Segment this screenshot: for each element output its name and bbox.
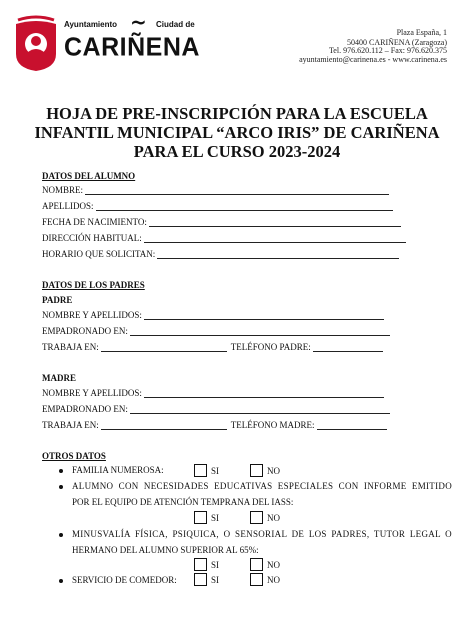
section-heading-padres: DATOS DE LOS PADRES	[42, 280, 145, 290]
field-line[interactable]	[101, 421, 227, 430]
field-line[interactable]	[144, 234, 406, 243]
necesidades-no-checkbox[interactable]	[250, 511, 263, 524]
necesidades-no-label: NO	[267, 513, 280, 523]
necesidades-line-1: ALUMNO CON NECESIDADES EDUCATIVAS ESPECIALES CON INFORME EMITIDO	[72, 481, 452, 491]
field-label: EMPADRONADO EN:	[42, 326, 128, 336]
bullet-icon	[59, 579, 63, 583]
field-line[interactable]	[144, 311, 384, 320]
title-line-3: PARA EL CURSO 2023-2024	[133, 142, 341, 161]
field-padre-trabajo-telefono[interactable]	[42, 342, 383, 352]
field-label: TRABAJA EN:	[42, 342, 99, 352]
comedor-no-checkbox[interactable]	[250, 573, 263, 586]
field-padre-empadronado[interactable]	[42, 326, 390, 336]
title-line-1: HOJA DE PRE-INSCRIPCIÓN PARA LA ESCUELA	[46, 104, 428, 123]
logo-town-name: CARIÑENA	[64, 32, 200, 62]
field-label: HORARIO QUE SOLICITAN:	[42, 249, 156, 259]
necesidades-si-label: SI	[211, 513, 220, 523]
field-label: TRABAJA EN:	[42, 420, 99, 430]
comedor-label: SERVICIO DE COMEDOR:	[72, 575, 177, 585]
field-line[interactable]	[144, 389, 384, 398]
address-line-3: Tel. 976.620.112 – Fax: 976.620.375	[328, 46, 447, 55]
field-line[interactable]	[313, 343, 383, 352]
address-line-1: Plaza España, 1	[396, 28, 447, 37]
comedor-no-label: NO	[267, 575, 280, 585]
field-label: TELÉFONO MADRE:	[230, 420, 315, 430]
field-fecha-nacimiento[interactable]	[42, 217, 401, 227]
field-label: APELLIDOS:	[42, 201, 94, 211]
field-apellidos[interactable]	[42, 201, 393, 211]
field-direccion[interactable]	[42, 233, 406, 243]
field-line[interactable]	[157, 250, 399, 259]
necesidades-si-checkbox[interactable]	[194, 511, 207, 524]
comedor-si-checkbox[interactable]	[194, 573, 207, 586]
document-title	[20, 104, 454, 161]
comedor-si-label: SI	[211, 575, 220, 585]
field-padre-nombre[interactable]	[42, 310, 384, 320]
minusvalia-si-label: SI	[211, 560, 220, 570]
necesidades-line-2: POR EL EQUIPO DE ATENCIÓN TEMPRANA DEL IASS:	[72, 497, 294, 507]
field-label: NOMBRE Y APELLIDOS:	[42, 310, 142, 320]
field-line[interactable]	[96, 202, 393, 211]
field-nombre[interactable]	[42, 185, 389, 195]
field-label: FECHA DE NACIMIENTO:	[42, 217, 147, 227]
minusvalia-no-label: NO	[267, 560, 280, 570]
bullet-icon	[59, 485, 63, 489]
logo-org-right: Ciudad de	[156, 20, 195, 29]
address-line-2: 50400 CARIÑENA (Zaragoza)	[347, 38, 447, 47]
familia-no-checkbox[interactable]	[250, 464, 263, 477]
field-line[interactable]	[317, 421, 387, 430]
title-line-2: INFANTIL MUNICIPAL “ARCO IRIS” DE CARIÑENA	[34, 123, 440, 142]
address-line-4: ayuntamiento@carinena.es - www.carinena.es	[299, 55, 447, 64]
field-line[interactable]	[85, 186, 389, 195]
field-line[interactable]	[130, 327, 390, 336]
town-crest-logo	[14, 14, 58, 72]
field-line[interactable]	[149, 218, 401, 227]
field-label: NOMBRE Y APELLIDOS:	[42, 388, 142, 398]
logo-org-left: Ayuntamiento	[64, 20, 118, 29]
field-line[interactable]	[101, 343, 227, 352]
field-label: TELÉFONO PADRE:	[230, 342, 311, 352]
familia-numerosa-label: FAMILIA NUMEROSA:	[72, 465, 164, 475]
minusvalia-line-2: HERMANO DEL ALUMNO SUPERIOR AL 65%:	[72, 545, 259, 555]
field-madre-trabajo-telefono[interactable]	[42, 420, 387, 430]
minusvalia-si-checkbox[interactable]	[194, 558, 207, 571]
familia-si-checkbox[interactable]	[194, 464, 207, 477]
familia-no-label: NO	[267, 466, 280, 476]
minusvalia-no-checkbox[interactable]	[250, 558, 263, 571]
field-label: DIRECCIÓN HABITUAL:	[42, 233, 142, 243]
field-label: NOMBRE:	[42, 185, 84, 195]
bullet-icon	[59, 533, 63, 537]
field-label: EMPADRONADO EN:	[42, 404, 128, 414]
section-heading-alumno: DATOS DEL ALUMNO	[42, 171, 136, 181]
subheading-madre: MADRE	[42, 373, 76, 383]
field-madre-empadronado[interactable]	[42, 404, 390, 414]
field-madre-nombre[interactable]	[42, 388, 384, 398]
subheading-padre: PADRE	[42, 295, 73, 305]
familia-si-label: SI	[211, 466, 220, 476]
logo-tilde-icon: ~	[130, 10, 147, 34]
field-line[interactable]	[130, 405, 390, 414]
bullet-icon	[59, 469, 63, 473]
minusvalia-line-1: MINUSVALÍA FÍSICA, PSIQUICA, O SENSORIAL DE LOS PADRES, TUTOR LEGAL O	[72, 529, 452, 539]
section-heading-otros: OTROS DATOS	[42, 451, 106, 461]
field-horario[interactable]	[42, 249, 399, 259]
